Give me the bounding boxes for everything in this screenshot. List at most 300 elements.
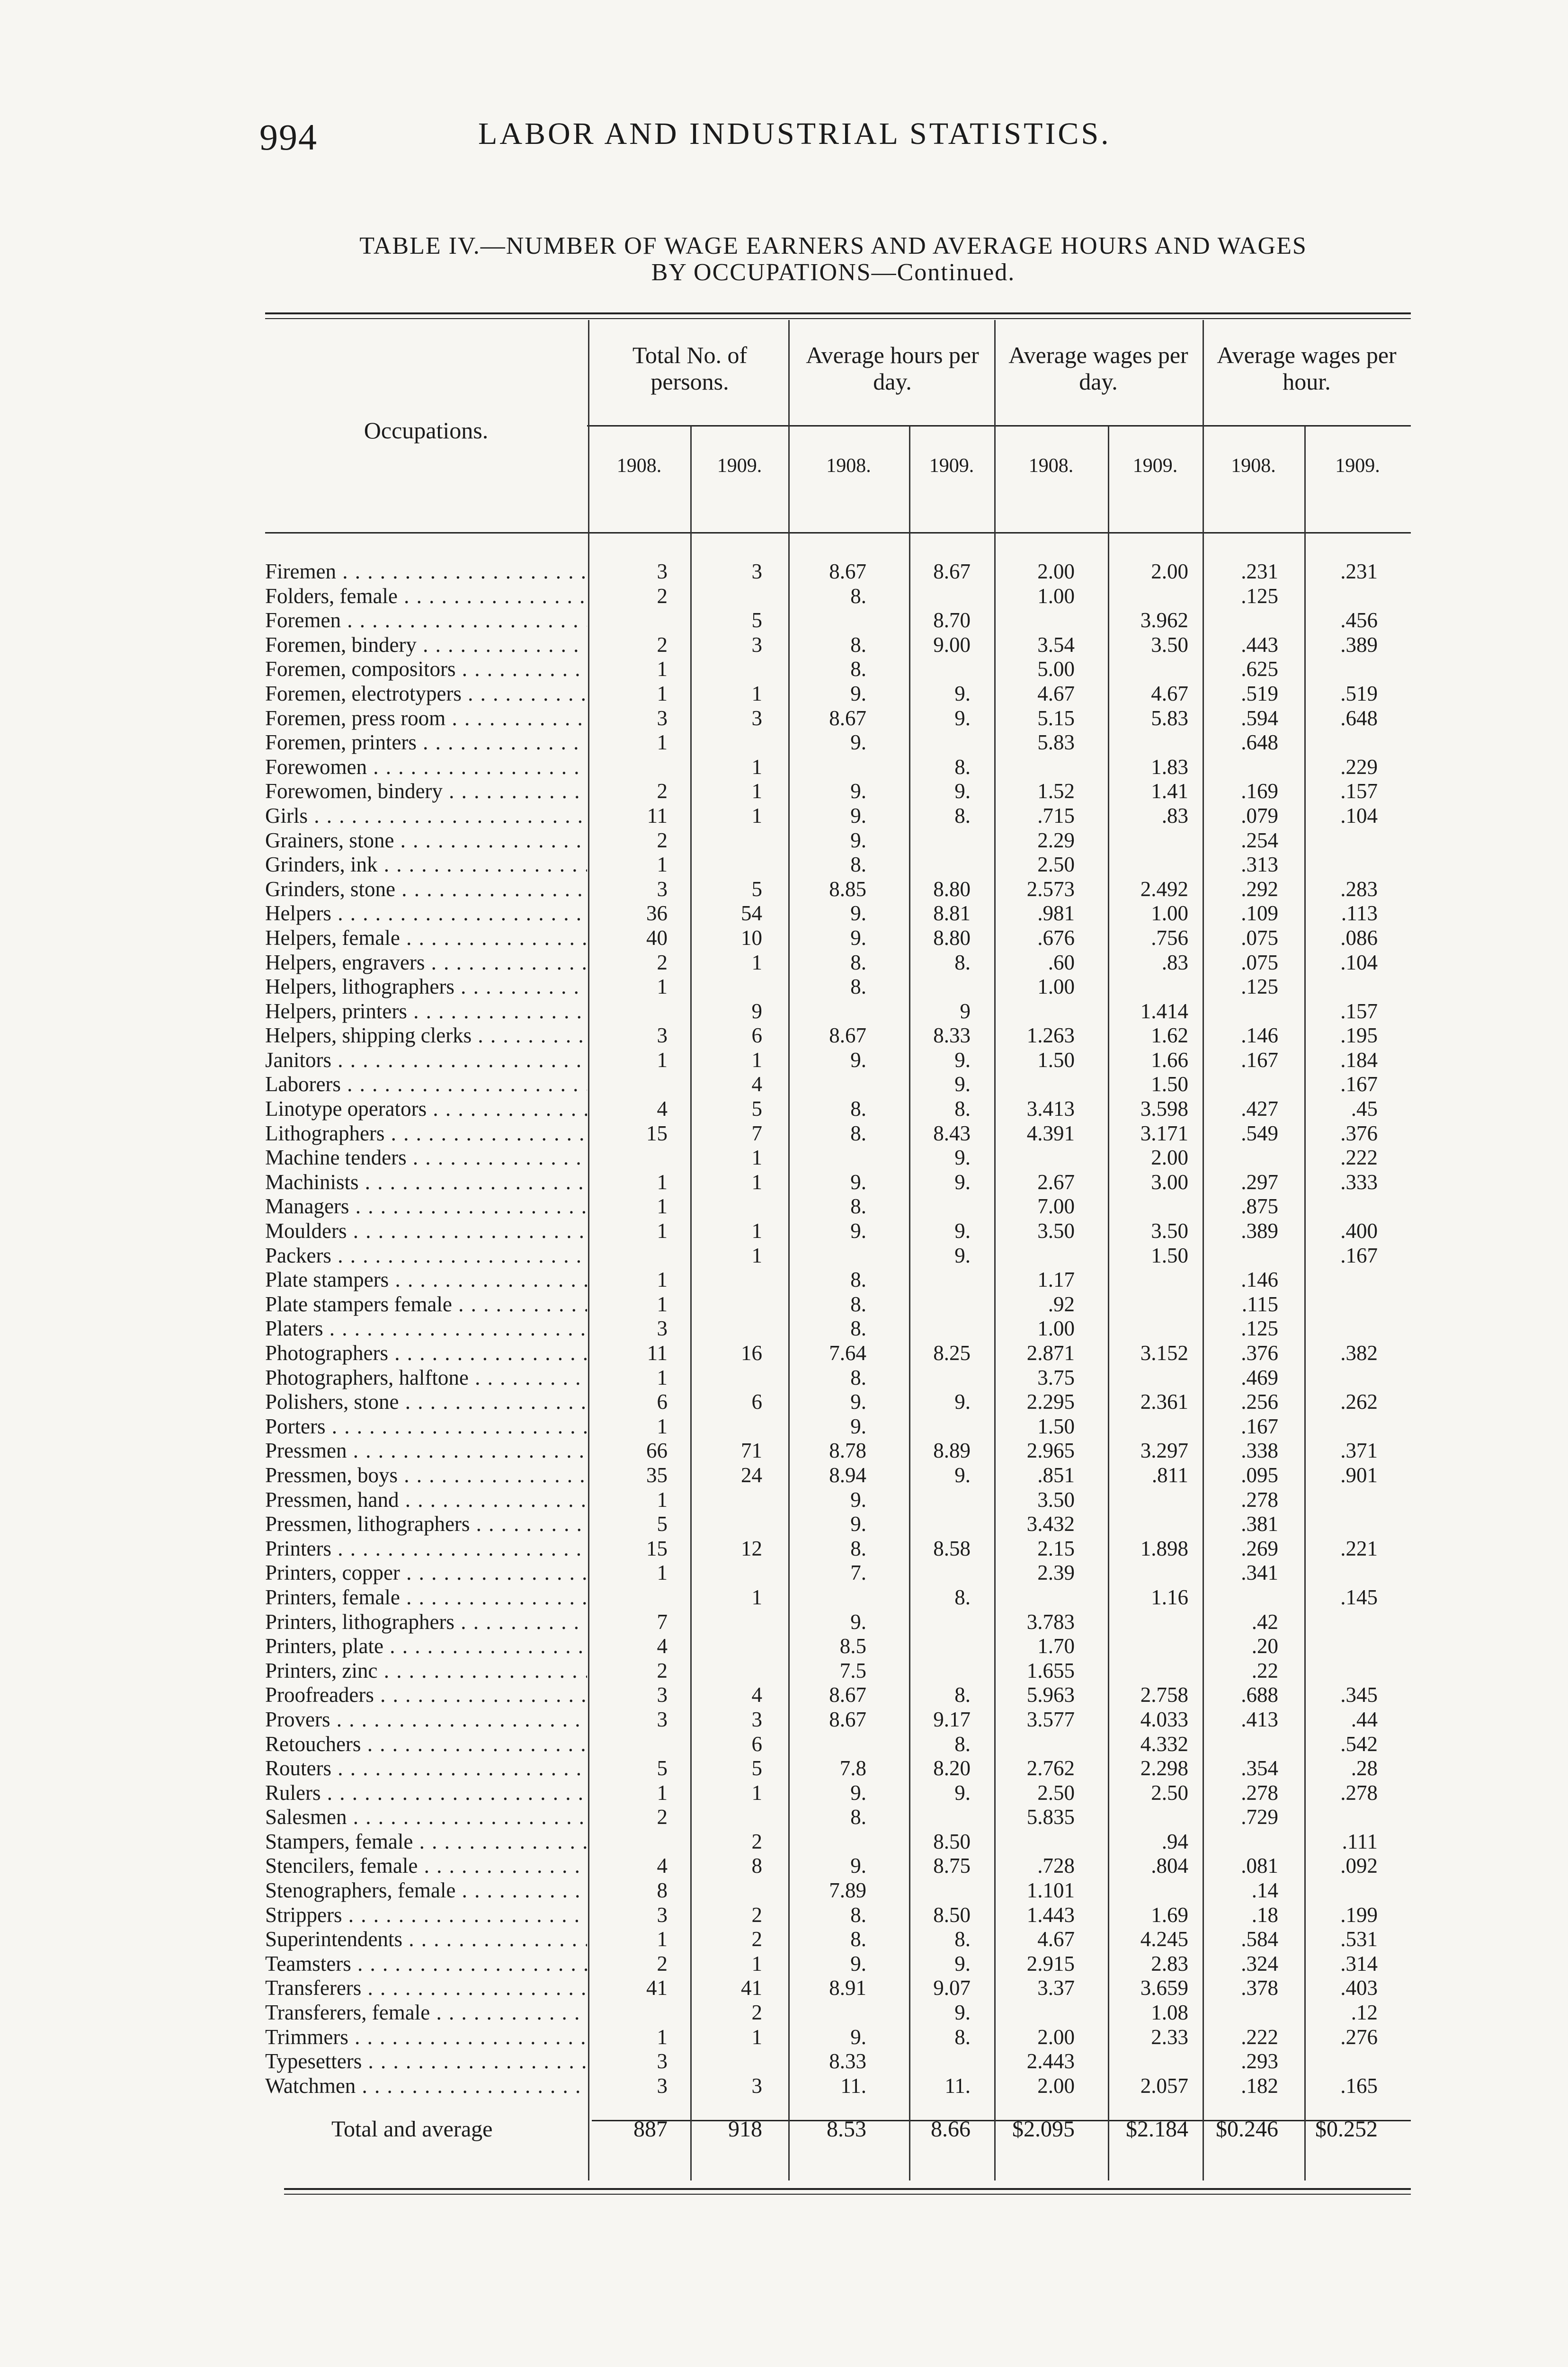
table-row [265,1121,1392,1146]
occupations-header: Occupations. [364,417,489,444]
value-cell: 3 [657,1707,668,1731]
value-cell: 1 [657,975,668,999]
value-cell: .169 [1241,779,1278,803]
value-cell: 8. [954,1927,971,1951]
value-cell: 4 [751,1683,762,1707]
value-cell: .146 [1241,1268,1278,1292]
value-cell: 1 [657,1414,668,1438]
value-cell: 3 [657,877,668,901]
value-cell: .092 [1340,1854,1378,1878]
value-cell: 8.67 [829,706,866,730]
value-cell: .519 [1340,681,1378,705]
value-cell: 8. [850,1805,866,1829]
occupation-cell: Porters . . . [265,1415,587,1439]
table-row [265,2025,1392,2050]
value-cell: 8. [954,1732,971,1756]
value-cell: 40 [646,925,668,950]
table-row [265,1659,1392,1683]
value-cell: .92 [1048,1292,1075,1316]
value-cell: 1 [657,1268,668,1292]
value-cell: .381 [1241,1512,1278,1536]
table-row [265,1439,1392,1463]
occupation-cell: Printers, female . . . [265,1585,587,1610]
value-cell: 3.50 [1037,1219,1075,1243]
value-cell: .531 [1340,1927,1378,1951]
value-cell: .222 [1340,1146,1378,1170]
value-cell: .278 [1241,1487,1278,1512]
value-cell: 9.00 [933,632,971,657]
value-cell: 2 [657,950,668,974]
occupation-cell: Watchmen . . . [265,2074,587,2099]
value-cell: 3.54 [1037,632,1075,657]
occupation-cell: Printers, zinc . . . [265,1659,587,1683]
value-cell: 8. [850,1268,866,1292]
table-row [265,584,1392,609]
value-cell: 3 [657,1317,668,1341]
table-row [265,1854,1392,1878]
value-cell: 2.492 [1140,877,1188,901]
value-cell: .231 [1340,560,1378,583]
value-cell: 2.50 [1151,1780,1188,1805]
value-cell: .081 [1241,1854,1278,1878]
value-cell: .324 [1241,1951,1278,1975]
year-header: 1908. [826,455,871,477]
value-cell: .519 [1241,681,1278,705]
value-cell: .45 [1351,1097,1378,1121]
value-cell: 1 [657,1561,668,1585]
occupation-cell: Strippers . . . [265,1903,587,1928]
value-cell: 4.332 [1140,1732,1188,1756]
value-cell: 2 [657,632,668,657]
occupation-cell: Printers . . . [265,1537,587,1561]
group-header-rule [587,425,1411,427]
value-cell: 24 [741,1463,762,1487]
value-cell: 1.50 [1151,1072,1188,1096]
caption-line-1: TABLE IV.—NUMBER OF WAGE EARNERS AND AVERAGE HOURS AND WAGES [359,232,1307,259]
table-row [265,730,1392,755]
value-cell: 8. [954,1585,971,1609]
page-number: 994 [259,116,318,158]
value-cell: 9 [960,999,971,1023]
value-cell: 8.50 [933,1903,971,1927]
table-bottom-rule [284,2188,1411,2190]
value-cell: .389 [1241,1219,1278,1243]
value-cell: 8. [850,1194,866,1219]
occupation-cell: Linotype operators . . . [265,1097,587,1121]
value-cell: 7.00 [1037,1194,1075,1219]
value-cell: .400 [1340,1219,1378,1243]
value-cell: .104 [1340,950,1378,974]
occupation-cell: Foremen, press room . . . [265,706,587,731]
value-cell: 3.50 [1151,1219,1188,1243]
value-cell: 8.43 [933,1121,971,1145]
value-cell: .469 [1241,1365,1278,1389]
value-cell: 9. [954,1170,971,1194]
value-cell: 2.50 [1037,853,1075,877]
table-row [265,853,1392,877]
occupation-cell: Routers . . . [265,1756,587,1781]
value-cell: 2 [657,1658,668,1682]
value-cell: .14 [1251,1878,1278,1903]
value-cell: .901 [1340,1463,1378,1487]
occupation-cell: Grainers, stone . . . [265,828,587,853]
total-value-cell: 887 [633,2117,668,2142]
value-cell: .389 [1340,632,1378,657]
value-cell: 8. [850,584,866,608]
value-cell: 2.295 [1026,1390,1075,1414]
table-row [265,1146,1392,1170]
value-cell: 3 [657,1683,668,1707]
value-cell: 1 [751,1170,762,1194]
value-cell: 9. [954,1780,971,1805]
value-cell: 9. [850,2025,866,2049]
value-cell: .109 [1241,901,1278,925]
value-cell: .256 [1241,1390,1278,1414]
table-row [265,560,1392,584]
value-cell: 1.00 [1151,901,1188,925]
value-cell: 9. [850,901,866,925]
occupation-cell: Packers . . . [265,1244,587,1268]
table-row [265,1805,1392,1830]
value-cell: 2.83 [1151,1951,1188,1975]
value-cell: 1 [751,1780,762,1805]
value-cell: 8. [954,950,971,974]
occupation-cell: Pressmen, lithographers . . . [265,1512,587,1537]
occupation-cell: Teamsters . . . [265,1952,587,1976]
value-cell: 1 [657,1780,668,1805]
table-row [265,999,1392,1024]
value-cell: 1.00 [1037,584,1075,608]
value-cell: .262 [1340,1390,1378,1414]
value-cell: .276 [1340,2025,1378,2049]
value-cell: .075 [1241,925,1278,950]
value-cell: 7.64 [829,1341,866,1365]
table-caption [208,233,1458,286]
value-cell: .20 [1251,1634,1278,1658]
table-row [265,682,1392,706]
table-body [265,560,1392,2144]
value-cell: 8. [850,1927,866,1951]
table-row [265,1537,1392,1561]
value-cell: 3 [657,1903,668,1927]
occupation-cell: Moulders . . . [265,1219,587,1244]
value-cell: 1.41 [1151,779,1188,803]
value-cell: .104 [1340,803,1378,828]
value-cell: 9. [850,1780,866,1805]
value-cell: 8. [850,1365,866,1389]
value-cell: 4 [657,1634,668,1658]
value-cell: 8.75 [933,1854,971,1878]
occupation-cell: Plate stampers . . . [265,1268,587,1292]
value-cell: .095 [1241,1463,1278,1487]
value-cell: 8.50 [933,1829,971,1853]
value-cell: .549 [1241,1121,1278,1145]
value-cell: .28 [1351,1756,1378,1780]
table-row [265,1366,1392,1390]
value-cell: 3.577 [1026,1707,1075,1731]
value-cell: 1 [657,1219,668,1243]
value-cell: 9. [850,1414,866,1438]
value-cell: 9. [850,1951,866,1975]
occupation-cell: Transferers . . . [265,1976,587,2001]
occupation-cell: Managers . . . [265,1194,587,1219]
value-cell: 2.39 [1037,1561,1075,1585]
occupation-cell: Forewomen, bindery . . . [265,779,587,804]
occupation-cell: Pressmen, boys . . . [265,1463,587,1488]
occupation-cell: Provers . . . [265,1708,587,1732]
value-cell: .199 [1340,1903,1378,1927]
table-row [265,828,1392,853]
value-cell: 4 [751,1072,762,1096]
value-cell: 1 [657,1194,668,1219]
value-cell: 2.758 [1140,1683,1188,1707]
value-cell: 1 [657,1927,668,1951]
value-cell: 7 [657,1610,668,1634]
value-cell: 8. [850,1292,866,1316]
occupation-cell: Typesetters . . . [265,2049,587,2074]
value-cell: .715 [1037,803,1075,828]
value-cell: 8. [850,657,866,681]
value-cell: .167 [1340,1243,1378,1267]
value-cell: .113 [1341,901,1378,925]
table-row [265,1072,1392,1097]
table-row [265,779,1392,804]
value-cell: 1 [657,1487,668,1512]
value-cell: 8 [751,1854,762,1878]
value-cell: .688 [1241,1683,1278,1707]
value-cell: 3 [657,1023,668,1048]
year-header: 1909. [1132,455,1178,477]
occupation-cell: Helpers, shipping clerks . . . [265,1023,587,1048]
table-row [265,2074,1392,2099]
value-cell: 2 [751,1903,762,1927]
value-cell: .625 [1241,657,1278,681]
header-average-wages-day: Average wages per day. [1008,342,1188,395]
header-average-hours: Average hours per day. [806,342,979,395]
value-cell: 1 [751,1219,762,1243]
value-cell: .44 [1351,1707,1378,1731]
table-row [265,2049,1392,2074]
value-cell: .269 [1241,1536,1278,1560]
value-cell: 2 [657,1951,668,1975]
value-cell: 5.00 [1037,657,1075,681]
value-cell: 5 [751,608,762,632]
value-cell: 12 [741,1536,762,1560]
value-cell: 2.00 [1151,560,1188,583]
value-cell: 8.5 [839,1634,866,1658]
occupation-cell: Folders, female . . . [265,584,587,609]
value-cell: 1 [657,1170,668,1194]
table-top-rule-2 [265,318,1411,319]
value-cell: 9.17 [933,1707,971,1731]
year-header: 1909. [929,455,974,477]
value-cell: 8 [657,1878,668,1903]
value-cell: 7.5 [839,1658,866,1682]
value-cell: 3 [657,706,668,730]
value-cell: .293 [1241,2049,1278,2073]
value-cell: 3.297 [1140,1439,1188,1463]
value-cell: 1.50 [1037,1048,1075,1072]
value-cell: 4.033 [1140,1707,1188,1731]
value-cell: .83 [1161,950,1188,974]
value-cell: 9. [850,1487,866,1512]
value-cell: 6 [751,1390,762,1414]
value-cell: 8.67 [933,560,971,583]
value-cell: 8. [850,853,866,877]
value-cell: 4.391 [1026,1121,1075,1145]
table-row [265,975,1392,999]
value-cell: .83 [1161,803,1188,828]
table-row [265,608,1392,633]
occupation-cell: Foremen, electrotypers . . . [265,682,587,706]
table-row [265,1634,1392,1659]
value-cell: 2.298 [1140,1756,1188,1780]
value-cell: 9. [954,1219,971,1243]
value-cell: 9. [954,1463,971,1487]
value-cell: .145 [1340,1585,1378,1609]
value-cell: 3.962 [1140,608,1188,632]
value-cell: 1 [657,1292,668,1316]
value-cell: .427 [1241,1097,1278,1121]
value-cell: 9. [850,803,866,828]
table-row [265,1878,1392,1903]
occupation-cell: Helpers, female . . . [265,926,587,951]
value-cell: 8.33 [933,1023,971,1048]
value-cell: 4.67 [1151,681,1188,705]
table-row [265,1561,1392,1585]
value-cell: 9. [850,925,866,950]
value-cell: 2.00 [1037,2025,1075,2049]
table-row [265,1194,1392,1219]
value-cell: 54 [741,901,762,925]
value-cell: 1 [751,1048,762,1072]
value-cell: 36 [646,901,668,925]
value-cell: 8. [954,803,971,828]
table-row [265,1023,1392,1048]
occupation-cell: Foremen . . . [265,608,587,633]
value-cell: .157 [1340,999,1378,1023]
value-cell: 1.655 [1026,1658,1075,1682]
value-cell: 1.00 [1037,975,1075,999]
value-cell: 4.67 [1037,1927,1075,1951]
value-cell: 3 [751,706,762,730]
value-cell: 2.00 [1151,1146,1188,1170]
table-row [265,1317,1392,1341]
value-cell: 8. [850,1903,866,1927]
value-cell: 11 [647,803,668,828]
value-cell: 3.171 [1140,1121,1188,1145]
value-cell: 8. [850,975,866,999]
caption-line-2: BY OCCUPATIONS—Continued. [651,259,1016,286]
value-cell: 9. [954,1146,971,1170]
value-cell: 8.67 [829,1707,866,1731]
occupation-cell: Janitors . . . [265,1048,587,1073]
value-cell: 3.152 [1140,1341,1188,1365]
total-value-cell: 918 [728,2117,762,2142]
value-cell: .333 [1340,1170,1378,1194]
table-row [265,1512,1392,1537]
value-cell: .157 [1340,779,1378,803]
table-row [265,1488,1392,1513]
value-cell: 2.00 [1037,2073,1075,2098]
occupation-cell: Machinists . . . [265,1170,587,1195]
value-cell: 8. [850,1121,866,1145]
value-cell: 2.443 [1026,2049,1075,2073]
value-cell: 9. [850,1390,866,1414]
value-cell: 8. [850,950,866,974]
value-cell: .811 [1151,1463,1188,1487]
value-cell: .728 [1037,1854,1075,1878]
value-cell: .278 [1241,1780,1278,1805]
value-cell: 1 [657,2025,668,2049]
value-cell: .378 [1241,1976,1278,2000]
value-cell: .278 [1340,1780,1378,1805]
value-cell: 2.762 [1026,1756,1075,1780]
value-cell: 1 [751,950,762,974]
value-cell: 4.67 [1037,681,1075,705]
value-cell: .981 [1037,901,1075,925]
value-cell: 2.00 [1037,560,1075,583]
table-bottom-rule-2 [284,2194,1411,2195]
table-row [265,1708,1392,1732]
value-cell: 2.50 [1037,1780,1075,1805]
value-cell: 2 [657,779,668,803]
value-cell: .079 [1241,803,1278,828]
value-cell: 8.67 [829,560,866,583]
value-cell: .231 [1241,560,1278,583]
value-cell: 1.414 [1140,999,1188,1023]
value-cell: .354 [1241,1756,1278,1780]
occupation-cell: Foremen, compositors . . . [265,657,587,682]
table-row [265,1170,1392,1195]
value-cell: 8.80 [933,925,971,950]
table-row [265,755,1392,780]
occupation-cell: Helpers, engravers . . . [265,951,587,975]
table-row [265,804,1392,828]
value-cell: .229 [1340,755,1378,779]
value-cell: 9. [954,1951,971,1975]
total-row [265,2115,1392,2144]
value-cell: 8.67 [829,1023,866,1048]
value-cell: .345 [1340,1683,1378,1707]
table-row [265,1976,1392,2001]
value-cell: .167 [1241,1048,1278,1072]
value-cell: 1 [657,853,668,877]
value-cell: 41 [646,1976,668,2000]
value-cell: 3 [657,560,668,583]
value-cell: .146 [1241,1023,1278,1048]
header-average-wages-hour: Average wages per hour. [1217,342,1397,395]
table-row [265,1244,1392,1268]
value-cell: .371 [1340,1439,1378,1463]
value-cell: .338 [1241,1439,1278,1463]
value-cell: 9. [954,1048,971,1072]
value-cell: 8. [954,2025,971,2049]
value-cell: 8. [850,1536,866,1560]
value-cell: 8. [850,1097,866,1121]
value-cell: 10 [741,925,762,950]
value-cell: 9. [850,681,866,705]
value-cell: 8.81 [933,901,971,925]
value-cell: 1.69 [1151,1903,1188,1927]
value-cell: 3.598 [1140,1097,1188,1121]
occupation-cell: Stencilers, female . . . [265,1854,587,1878]
value-cell: 9. [954,779,971,803]
value-cell: 1.83 [1151,755,1188,779]
value-cell: 2.29 [1037,828,1075,852]
value-cell: 9. [850,828,866,852]
value-cell: 7. [850,1561,866,1585]
